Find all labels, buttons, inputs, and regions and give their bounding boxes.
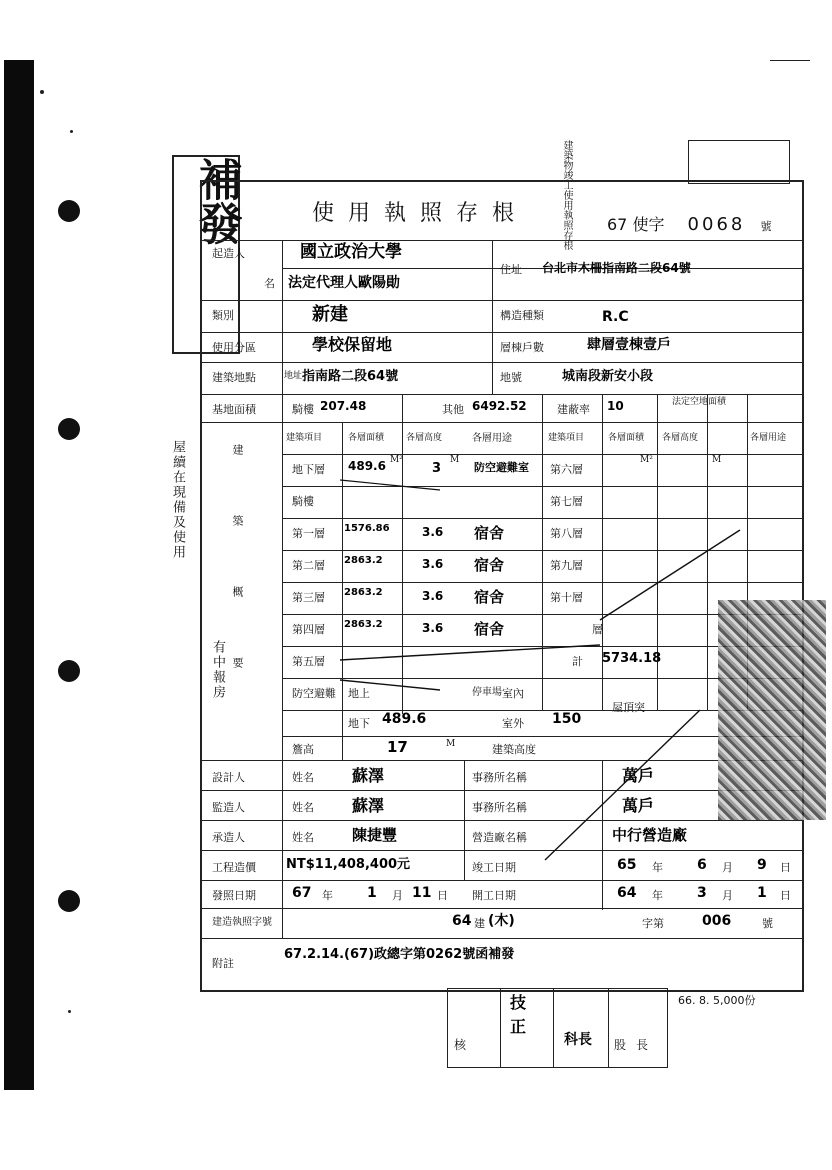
contractor-firm: 中行營造廠: [612, 826, 688, 844]
unit-day-2: 日: [437, 889, 448, 902]
contractor-name: 陳捷豐: [352, 826, 398, 844]
side-note-2: 有中報房: [210, 640, 225, 700]
unit-m-1: M: [450, 455, 460, 465]
f3-height: 3.6: [422, 589, 444, 603]
permit-char: (木): [488, 913, 515, 929]
label-type: 類別: [212, 309, 234, 322]
cost-value: NT$11,408,400元: [286, 857, 411, 872]
f4-use: 宿舍: [474, 620, 505, 638]
label-designer: 設計人: [212, 771, 245, 784]
finish-year: 65: [617, 857, 637, 873]
designer-name: 蘇澤: [352, 766, 385, 785]
label-supervisor: 監造人: [212, 801, 245, 814]
unit-day-3: 日: [780, 889, 791, 902]
arcade-area: 207.48: [320, 399, 367, 413]
eave-height: 17: [387, 738, 408, 756]
label-address: 住址: [500, 263, 522, 276]
label-indoor: 室內: [502, 687, 524, 700]
hdr-item: 建築項目: [286, 433, 323, 443]
f2-area: 2863.2: [344, 555, 383, 566]
basement-h: 3: [432, 461, 442, 476]
permit-no: 64: [452, 913, 472, 929]
label-remark: 附註: [212, 957, 234, 970]
hdr-use-r: 各層用途: [750, 433, 787, 443]
label-category: 建築概要: [231, 444, 244, 728]
label-legal-space: 法定空地面積: [672, 397, 727, 407]
representative: 法定代理人歐陽勛: [288, 275, 400, 291]
unit-m2-2: M²: [640, 455, 653, 465]
label-bldg-h: 建築高度: [492, 743, 536, 756]
sign-4: 核: [454, 1038, 467, 1052]
defense-below: 489.6: [382, 711, 427, 727]
unit-month-1: 月: [722, 861, 733, 874]
row-f3: 第三層: [292, 591, 325, 604]
unit-zi: 字第: [642, 917, 664, 930]
label-structure: 構造種類: [500, 309, 544, 322]
row-f4: 第四層: [292, 623, 325, 636]
label-coverage: 建蔽率: [557, 403, 590, 416]
f3-area: 2863.2: [344, 587, 383, 598]
unit-year-2: 年: [322, 889, 333, 902]
label-start: 開工日期: [472, 889, 516, 902]
f2-height: 3.6: [422, 557, 444, 571]
total-area: 5734.18: [602, 651, 662, 666]
unit-year-1: 年: [652, 861, 663, 874]
label-base-area: 基地面積: [212, 403, 256, 416]
f4-height: 3.6: [422, 621, 444, 635]
label-office-2: 事務所名稱: [472, 801, 527, 814]
row-f2: 第二層: [292, 559, 325, 572]
label-builder: 起造人: [212, 247, 245, 260]
label-site: 建築地點: [212, 371, 256, 384]
unit-jian: 建: [474, 917, 485, 930]
permit-num: 006: [702, 913, 732, 929]
hdr-area: 各層面積: [348, 433, 385, 443]
finish-month: 6: [697, 857, 707, 873]
label-defense: 防空避難: [292, 687, 336, 700]
label-eave: 簷高: [292, 743, 314, 756]
print-mark: 66. 8. 5,000份: [678, 994, 756, 1007]
label-households: 層棟戶數: [500, 341, 544, 354]
label-office-1: 事務所名稱: [472, 771, 527, 784]
f1-area: 1576.86: [344, 523, 390, 534]
corner-note: 建築物竣工使用執照存根: [561, 140, 572, 250]
f1-height: 3.6: [422, 525, 444, 539]
label-below: 地下: [348, 717, 370, 730]
label-person-name-2: 姓名: [292, 801, 314, 814]
unit-m-eave: M: [446, 739, 456, 749]
basement-area: 489.6: [348, 459, 386, 473]
sign-2: 正: [510, 1017, 527, 1036]
row-basement: 地下層: [292, 463, 325, 476]
hdr-height: 各層高度: [406, 433, 443, 443]
parking-outdoor: 150: [552, 711, 582, 727]
sign-1: 技: [510, 993, 527, 1012]
start-month: 3: [697, 885, 707, 901]
label-person-name-1: 姓名: [292, 771, 314, 784]
unit-year-3: 年: [652, 889, 663, 902]
zone-value: 學校保留地: [312, 335, 393, 354]
hdr-area-r: 各層面積: [608, 433, 645, 443]
row-f7: 第七層: [550, 495, 583, 508]
type-value: 新建: [312, 304, 348, 325]
unit-month-2: 月: [392, 889, 403, 902]
label-firm: 營造廠名稱: [472, 831, 527, 844]
label-cost: 工程造價: [212, 861, 256, 874]
row-f6: 第六層: [550, 463, 583, 476]
f1-use: 宿舍: [474, 524, 505, 542]
label-finish: 竣工日期: [472, 861, 516, 874]
designer-office: 萬戶: [622, 766, 655, 785]
other-area: 6492.52: [472, 399, 527, 413]
hdr-height-r: 各層高度: [662, 433, 699, 443]
start-day: 1: [757, 885, 767, 901]
label-outdoor: 室外: [502, 717, 524, 730]
supervisor-office: 萬戶: [622, 796, 655, 815]
coverage-value: 10: [607, 399, 624, 413]
label-site-addr: 地址: [284, 371, 303, 381]
basement-use: 防空避難室: [474, 461, 529, 474]
sign-6: 長: [636, 1038, 649, 1052]
label-permit: 建造執照字號: [212, 917, 272, 928]
row-total: 計: [572, 655, 583, 668]
serial-digits: 0068: [687, 214, 746, 235]
label-arcade: 騎樓: [292, 403, 314, 416]
side-note: 屋續在現備及使用: [170, 440, 185, 560]
row-arcade: 騎樓: [292, 495, 314, 508]
f3-use: 宿舍: [474, 588, 505, 606]
households-value: 肆層壹棟壹戶: [587, 337, 671, 353]
row-f1: 第一層: [292, 527, 325, 540]
address-value: 台北市木柵指南路二段64號: [542, 261, 691, 275]
label-site-lot: 地號: [500, 371, 522, 384]
hdr-item-r: 建築項目: [548, 433, 585, 443]
issue-year: 67: [292, 885, 312, 901]
serial-prefix: 67 使字: [607, 215, 665, 234]
row-f10: 第十層: [550, 591, 583, 604]
row-roof: 層: [592, 623, 603, 636]
label-zone: 使用分區: [212, 341, 256, 354]
site-addr-value: 指南路二段64號: [302, 369, 399, 384]
row-f9: 第九層: [550, 559, 583, 572]
supervisor-name: 蘇澤: [352, 796, 385, 815]
label-roof-proj: 屋頂突: [612, 701, 645, 714]
row-f8: 第八層: [550, 527, 583, 540]
label-above: 地上: [348, 687, 370, 700]
issue-day: 11: [412, 885, 432, 901]
start-year: 64: [617, 885, 637, 901]
builder-name: 國立政治大學: [300, 242, 402, 262]
unit-hao: 號: [762, 917, 773, 930]
site-lot-value: 城南段新安小段: [562, 369, 654, 384]
remark-value: 67.2.14.(67)政總字第0262號函補發: [284, 947, 515, 962]
form-title: 使用執照存根: [312, 201, 529, 226]
label-name: 名: [264, 277, 275, 290]
sign-5: 股: [614, 1038, 627, 1052]
unit-m-2: M: [712, 455, 722, 465]
unit-month-3: 月: [722, 889, 733, 902]
f2-use: 宿舍: [474, 556, 505, 574]
unit-m2-1: M²: [390, 455, 403, 465]
structure-value: R.C: [602, 309, 629, 325]
reissue-stamp-text: 補發: [190, 157, 242, 245]
label-contractor: 承造人: [212, 831, 245, 844]
hdr-use: 各層用途: [472, 433, 512, 444]
sign-3: 科長: [564, 1032, 592, 1048]
label-parking: 停車場: [472, 687, 502, 698]
finish-day: 9: [757, 857, 767, 873]
label-other: 其他: [442, 403, 464, 416]
f4-area: 2863.2: [344, 619, 383, 630]
label-issue: 發照日期: [212, 889, 256, 902]
label-person-name-3: 姓名: [292, 831, 314, 844]
unit-day-1: 日: [780, 861, 791, 874]
row-f5: 第五層: [292, 655, 325, 668]
serial-suffix: 號: [760, 220, 772, 233]
issue-month: 1: [367, 885, 377, 901]
